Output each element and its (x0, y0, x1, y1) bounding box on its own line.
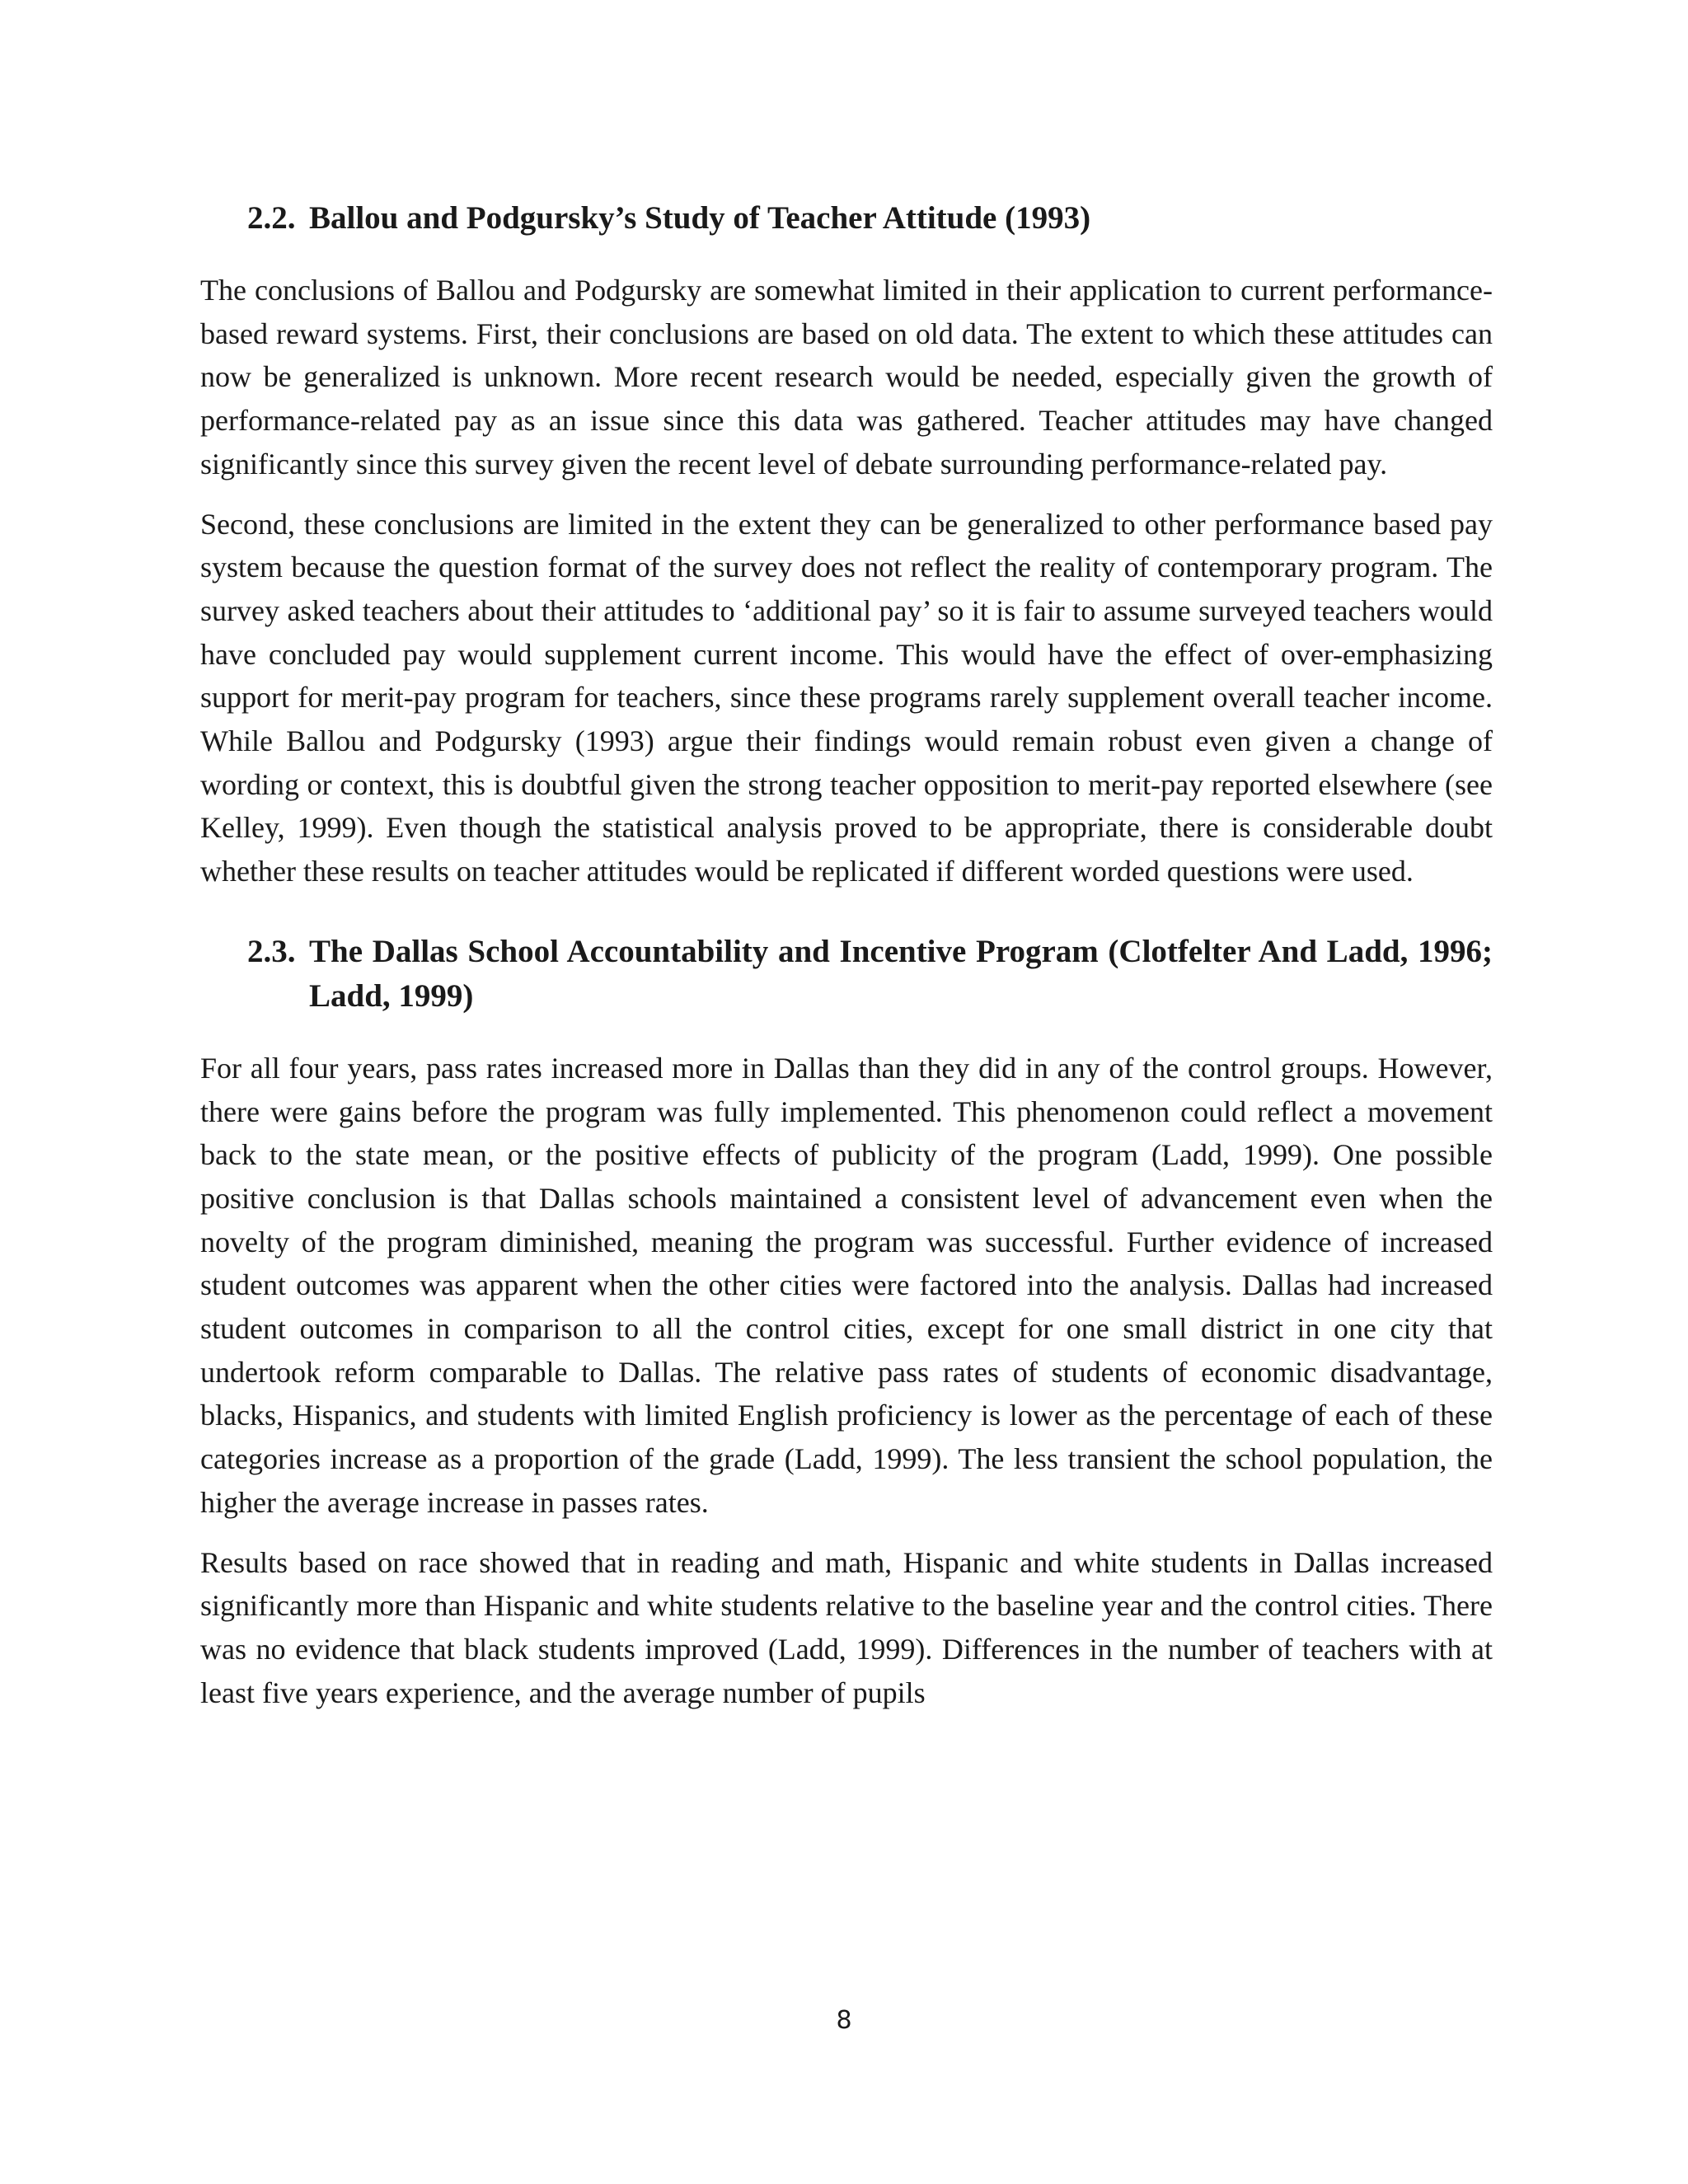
page-content (200, 196, 1493, 1731)
paragraph: Results based on race showed that in reading and math, Hispanic and white students in Dallas increased significantly more than Hispanic and white students relative to the baseline year and the control cities. There was no evidence that black students improved (Ladd, 1999). Differences in the number of teachers with at least five years experience, and the average number of pupils (200, 1545, 1493, 1709)
section-heading-2-3: 2.3. The Dallas School Accountability and Incentive Program (Clotfelter And Ladd, 1996; Ladd, 1999) (200, 930, 1493, 1019)
section-heading-2-2: 2.2. Ballou and Podgursky’s Study of Teacher Attitude (1993) (200, 196, 1493, 241)
page-number: 8 (836, 2006, 852, 2035)
section-title: The Dallas School Accountability and Incentive Program (Clotfelter And Ladd, 1996; Ladd, 1999) (309, 933, 1493, 1014)
section-title: Ballou and Podgursky’s Study of Teacher Attitude (1993) (309, 200, 1091, 236)
paragraph: For all four years, pass rates increased more in Dallas than they did in any of the control groups. However, there were gains before the program was fully implemented. This phenomenon could reflect a movement back to the state mean, or the positive effects of publicity of the program (Ladd, 1999). One possible positive conclusion is that Dallas schools maintained a consistent level of advancement even when the novelty of the program diminished, meaning the program was successful. Further evidence of increased student outcomes was apparent when the other cities were factored into the analysis. Dallas had increased student outcomes in comparison to all the control cities, except for one small district in one city that undertook reform comparable to Dallas. The relative pass rates of students of economic disadvantage, blacks, Hispanics, and students with limited English proficiency is lower as the percentage of each of these categories increase as a proportion of the grade (Ladd, 1999). The less transient the school population, the higher the average increase in passes rates. (200, 1051, 1493, 1519)
paragraph: Second, these conclusions are limited in the extent they can be generalized to other performance based pay system because the question format of the survey does not reflect the reality of contemporary program. The survey asked teachers about their attitudes to ‘additional pay’ so it is fair to assume surveyed teachers would have concluded pay would supplement current income. This would have the effect of over-emphasizing support for merit-pay program for teachers, since these programs rarely supplement overall teacher income. While Ballou and Podgursky (1993) argue their findings would remain robust even given a change of wording or context, this is doubtful given the strong teacher opposition to merit-pay reported elsewhere (see Kelley, 1999). Even though the statistical analysis proved to be appropriate, there is considerable doubt whether these results on teacher attitudes would be replicated if different worded questions were used. (200, 507, 1493, 888)
paragraph: The conclusions of Ballou and Podgursky are somewhat limited in their application to current performance-based reward systems. First, their conclusions are based on old data. The extent to which these attitudes can now be generalized is unknown. More recent research would be needed, especially given the growth of performance-related pay as an issue since this data was gathered. Teacher attitudes may have changed significantly since this survey given the recent level of debate surrounding performance-related pay. (200, 274, 1493, 480)
